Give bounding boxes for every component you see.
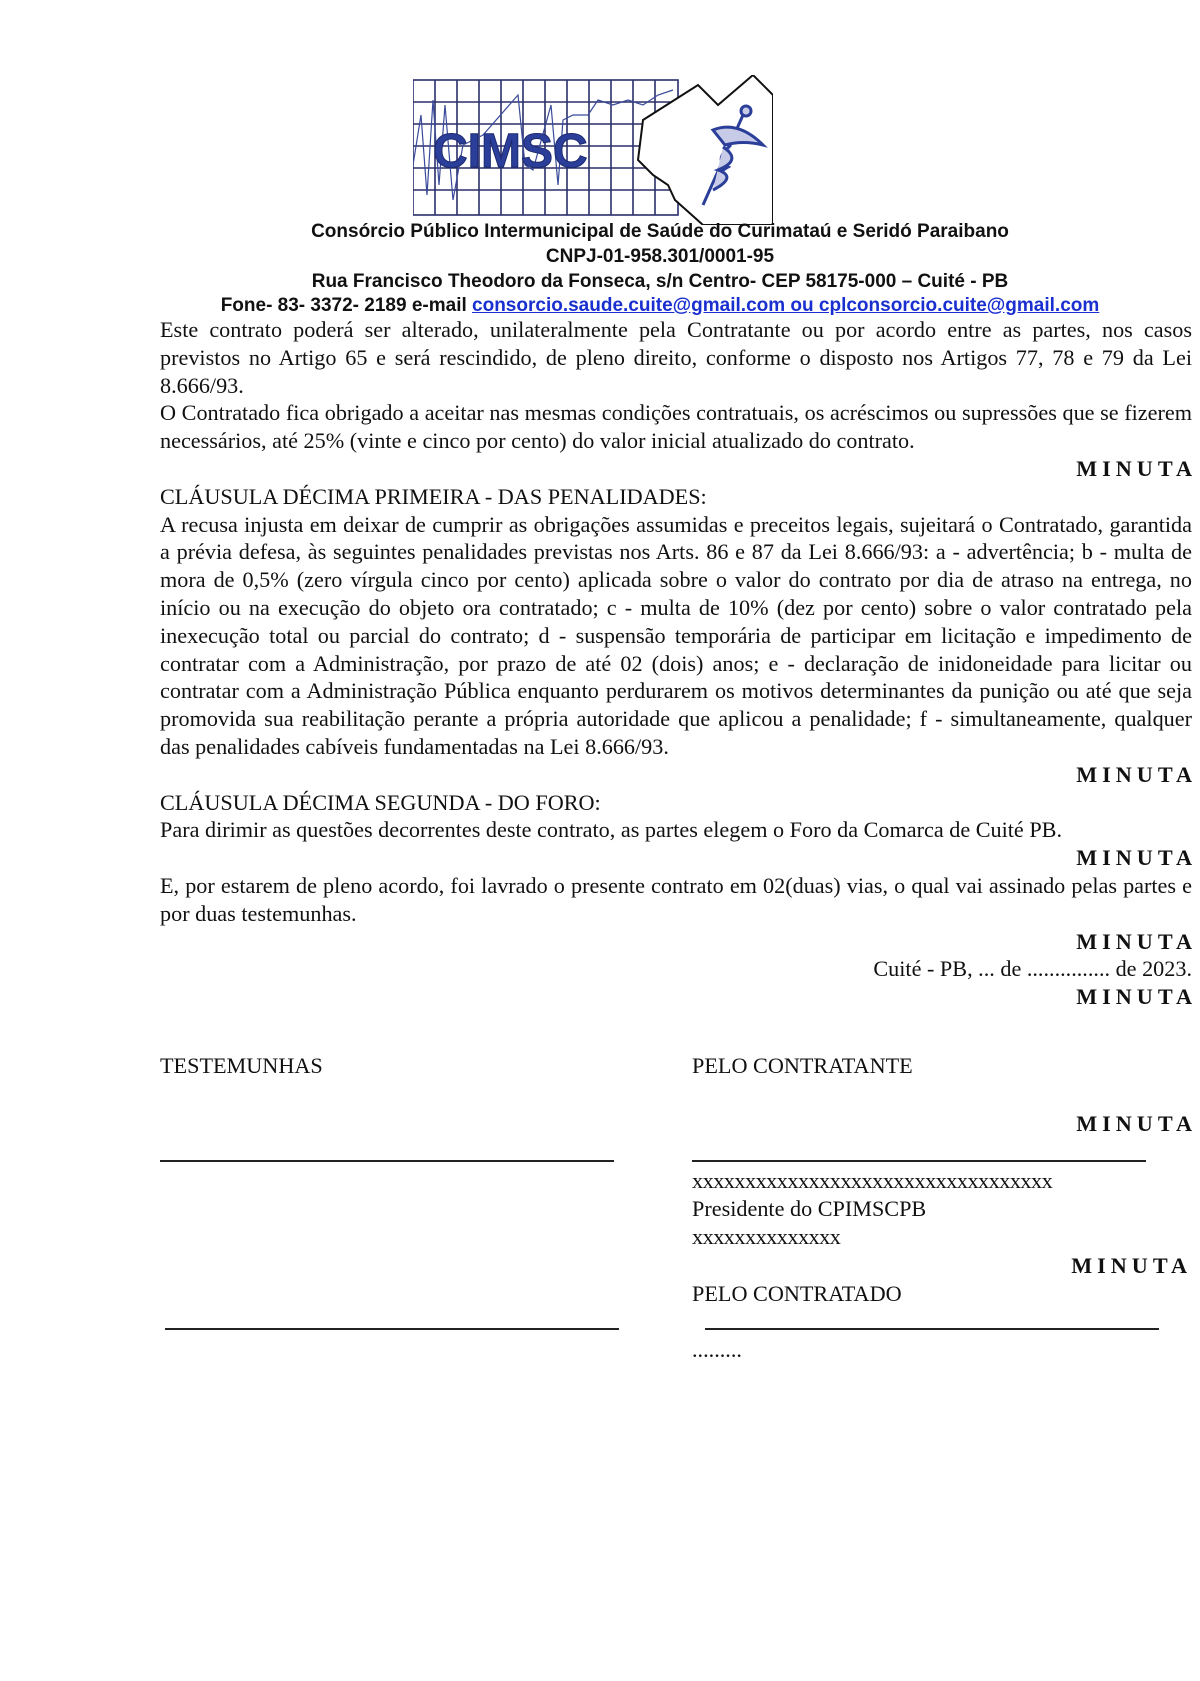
clause-11-text: A recusa injusta em deixar de cumprir as obrigações assumidas e preceitos legais, sujeitará o Contratado, garantida a prévia defesa, às seguintes penalidades previstas nos Arts. 86 e 87 da Lei 8.666/93: a - advertência; b - multa de mora de 0,5% (zero vírgula cinco por cento) aplicada sobre o valor do contrato por dia de atraso na entrega, no início ou na execução do objeto ora contratado; c - multa de 10% (dez por cento) sobre o valor contratado pela inexecução total ou parcial do contrato; d - suspensão temporária de participar em licitação e impedimento de contratar com a Administração, por prazo de até 02 (dois) anos; e - declaração de inidoneidade para licitar ou contratar com a Administração Pública enquanto perdurarem os motivos determinantes da punição ou até que seja promovida sua reabilitação perante a própria autoridade que aplicou a penalidade; f - simultaneamente, qualquer das penalidades cabíveis fundamentadas na Lei 8.666/93. (160, 511, 1192, 759)
minuta-watermark: MINUTA (1076, 928, 1197, 954)
cnpj: CNPJ-01-958.301/0001-95 (545, 246, 775, 267)
phone: Fone- 83- 3372- 2189 e-mail (220, 295, 473, 316)
place-date: Cuité - PB, ... de ............... de 2023. (873, 956, 1192, 982)
minuta-watermark: MINUTA (1076, 845, 1197, 871)
organization-name: Consórcio Público Intermunicipal de Saúde do Curimataú e Seridó Paraibano (311, 221, 1009, 242)
cimsc-logo (413, 75, 773, 225)
closing-paragraph: E, por estarem de pleno acordo, foi lavrado o presente contrato em 02(duas) vias, o qual vai assinado pelas partes e por duas testemunhas. (160, 872, 1192, 926)
minuta-watermark: MINUTA (1076, 1111, 1197, 1136)
minuta-watermark: MINUTA (1076, 984, 1197, 1010)
minuta-watermark: MINUTA (1071, 1253, 1192, 1278)
contractor-role: Presidente do CPIMSCPB (692, 1196, 927, 1221)
contracted-label: PELO CONTRATADO (692, 1281, 902, 1306)
alteration-paragraph: Este contrato poderá ser alterado, unilateralmente pela Contratante ou por acordo entre as partes, nos casos previstos no Artigo 65 e será rescindido, de pleno direito, conforme o disposto nos Artigos 77, 78 e 79 da Lei 8.666/93. (160, 317, 1192, 398)
contractor-name: xxxxxxxxxxxxxxxxxxxxxxxxxxxxxxxxxx (692, 1168, 1053, 1193)
witness-2-signature-line (165, 1328, 619, 1330)
contractor-signature-line (692, 1160, 1146, 1162)
minuta-watermark: MINUTA (1076, 761, 1197, 787)
contact-line (135, 294, 1185, 318)
minuta-watermark: MINUTA (1076, 455, 1197, 481)
email-link[interactable]: consorcio.saude.cuite@gmail.com ou cplconsorcio.cuite@gmail.com (472, 295, 1100, 316)
contractor-label: PELO CONTRATANTE (692, 1053, 913, 1078)
witness-1-signature-line (160, 1160, 614, 1162)
contracted-name: ......... (692, 1337, 742, 1362)
contracted-signature-line (705, 1328, 1159, 1330)
additions-paragraph: O Contratado fica obrigado a aceitar nas mesmas condições contratuais, os acréscimos ou supressões que se fizerem necessários, até 25% (vinte e cinco por cento) do valor inicial atualizado do contrato. (160, 400, 1192, 454)
witnesses-label: TESTEMUNHAS (160, 1053, 323, 1078)
clause-12-text: Para dirimir as questões decorrentes deste contrato, as partes elegem o Foro da Comarca de Cuité PB. (160, 817, 1063, 843)
contractor-id: xxxxxxxxxxxxxx (692, 1224, 841, 1249)
contract-body (160, 316, 1197, 1011)
clause-11-title: CLÁUSULA DÉCIMA PRIMEIRA - DAS PENALIDADES: (160, 483, 707, 509)
address: Rua Francisco Theodoro da Fonseca, s/n Centro- CEP 58175-000 – Cuité - PB (311, 271, 1009, 292)
svg-text:CIMSC: CIMSC (433, 125, 588, 178)
clause-12-title: CLÁUSULA DÉCIMA SEGUNDA - DO FORO: (160, 789, 601, 815)
